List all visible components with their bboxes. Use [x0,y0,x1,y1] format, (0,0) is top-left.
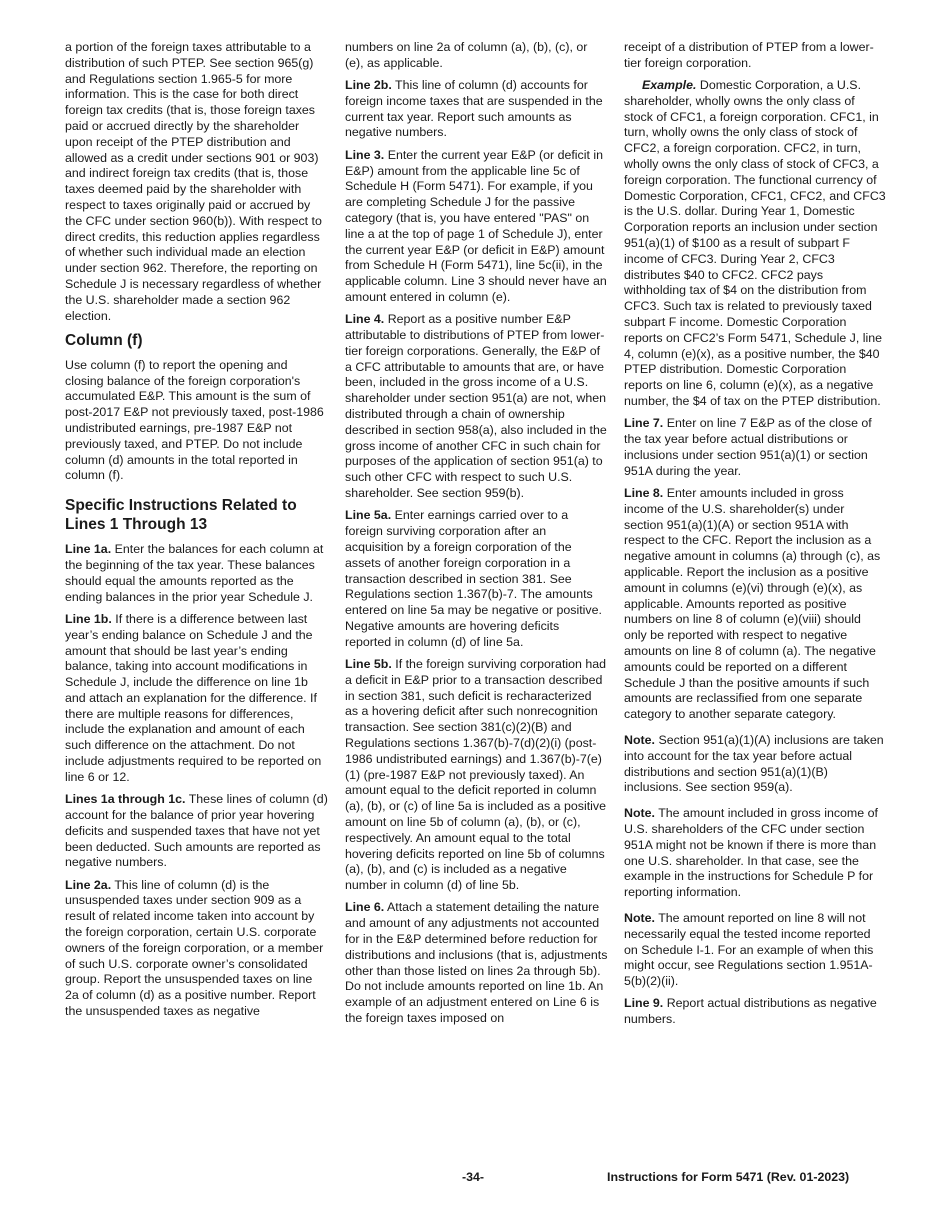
lines-1a-1c-text: These lines of column (d) account for the balance of prior year hovering deficits and suspended taxes that have not yet been deducted. Such amounts are reported as negative numbers. [65,792,328,870]
line-1b-text: If there is a difference between last year’s ending balance on Schedule J and the amount that should be last year’s ending balance, taking into account modifications in Schedule J, include the difference on line 1b and attach an explanation for the difference. If there are multiple reasons for differences, include the explanation and amount of each such difference on the attachment. Do not include adjustments required to be reported on line 6 or 12. [65,611,322,784]
line-2a [65,878,328,1020]
note-3-text: The amount reported on line 8 will not necessarily equal the tested income reported on Schedule I-1. For an example of when this might occur, see Regulations section 1.951A-5(b)(2)(ii). [624,910,874,989]
line-3 [345,148,608,306]
line-2b-text: This line of column (d) accounts for foreign income taxes that are suspended in the current tax year. Report such amounts as negative numbers. [345,78,603,140]
paragraph-continued: numbers on line 2a of column (a), (b), (c), or (e), as applicable. [345,40,588,70]
note-3-label: Note. [624,910,655,925]
line-9 [624,996,887,1028]
paragraph-column-f: Use column (f) to report the opening and closing balance of the foreign corporation's accumulated E&P. This amount is the sum of post-2017 E&P not previously taxed, post-1986 undistributed earnings, pre-1987 E&P not previously taxed, and PTEP. Do not include column (d) amounts in the total reported in column (f). [65,357,324,483]
note-2-label: Note. [624,806,655,821]
note-2 [624,806,887,901]
lines-1a-1c [65,792,328,871]
line-9-label: Line 9. [624,996,664,1011]
example [624,78,887,410]
line-8-label: Line 8. [624,486,664,501]
line-1b-label: Line 1b. [65,611,112,626]
line-5a-text: Enter earnings carried over to a foreign surviving corporation after an acquisition by a foreign corporation of the assets of another foreign corporation in a transaction described in section 381. See Regulations section 1.367(b)-7. The amounts entered on line 5a may be negative or positive. Negative amounts are hovering deficits reported in column (d) of line 5a. [345,508,602,649]
column-1 [65,40,328,1026]
line-1b [65,612,328,786]
line-6-label: Line 6. [345,900,385,915]
heading-column-f: Column (f) [65,331,143,349]
line-1a-label: Line 1a. [65,542,112,557]
column-3 [624,40,887,1035]
line-5b-label: Line 5b. [345,656,392,671]
line-2b [345,78,608,141]
line-5b-text: If the foreign surviving corporation had a deficit in E&P prior to a transaction described in section 381, such deficit is recharacterized as a hovering deficit after such nonrecognition transaction. See section 381(c)(2)(B) and Regulations sections 1.367(b)-7(d)(2)(i) (post-1986 undistributed earnings) and 1.367(b)-7(e)(1) (pre-1987 E&P not previously taxed). An amount equal to the deficit reported in column (a), (b), or (c) of line 5a is included as a positive amount on line 5b of column (a), (b), or (c), respectively. An amount equal to the total hovering deficits reported on line 5b of columns (a), (b), and (c) is included as a negative number in column (d) of line 5b. [345,656,607,893]
line-5a-label: Line 5a. [345,508,392,523]
note-2-text: The amount included in gross income of U.S. shareholders of the CFC under section 951A might not be known if there is more than one U.S. shareholder. In that case, see the example in the instructions for Schedule P for reporting information. [624,806,878,900]
paragraph-intro: a portion of the foreign taxes attributable to a distribution of such PTEP. See section 965(g) and Regulations section 1.965-5 for more information. This is the case for both direct foreign tax credits (that is, those foreign taxes paid or accrued directly by the shareholder upon receipt of the PTEP distribution and allowed as a credit under sections 901 or 903) and indirect foreign tax credits (that is, those taxes deemed paid by the shareholder with respect to taxes originally paid or accrued by the CFC under section 960(b)). With respect to direct credits, this reduction applies regardless of whether such individual made an election under section 962. Therefore, the reporting on Schedule J is necessary regardless of whether the U.S. shareholder made a section 962 election. [65,40,322,323]
line-5b [345,657,608,894]
line-8 [624,486,887,723]
line-6-text: Attach a statement detailing the nature and amount of any adjustments not accounted for in the E&P determined before reduction for distributions and inclusions (that is, adjustments other than those listed on lines 2a through 5b). Do not include amounts reported on line 1b. An example of an adjustment entered on Line 6 is the foreign taxes imposed on [345,900,608,1026]
heading-specific-instructions: Specific Instructions Related to Lines 1 Through 13 [65,497,297,534]
lines-1a-1c-label: Lines 1a through 1c. [65,792,186,807]
line-1a [65,542,328,605]
page-number: -34- [462,1170,485,1184]
paragraph-continued: receipt of a distribution of PTEP from a lower-tier foreign corporation. [624,40,874,70]
column-2 [345,40,608,1033]
form-name: Instructions for Form 5471 (Rev. 01-2023) [607,1170,850,1184]
line-2a-text: This line of column (d) is the unsuspended taxes under section 909 as a result of related income taken into account by the foreign corporation, certain U.S. corporate owners of the foreign corporation, or a member of such U.S. corporate owner’s consolidated group. Report the unsuspended taxes on line 2a of column (d) as a positive number. Report the unsuspended taxes as negative [65,877,324,1019]
line-6 [345,900,608,1026]
line-4-text: Report as a positive number E&P attributable to distributions of PTEP from lower-tier foreign corporations. Generally, the E&P of a CFC attributable to amounts that are, or have been, included in the gross income of a U.S. shareholder under section 951(a) are not, when distributed through a chain of ownership described in section 958(a), also included in the gross income of another CFC in such chain for purposes of the application of section 951(a) to such other CFC with respect to such U.S. shareholder. See section 959(b). [345,312,607,501]
line-4-label: Line 4. [345,312,385,327]
line-7-label: Line 7. [624,416,664,431]
line-5a [345,508,608,650]
line-9-text: Report actual distributions as negative numbers. [624,996,877,1027]
note-1 [624,733,887,796]
example-text: Domestic Corporation, a U.S. shareholder, wholly owns the only class of stock of CFC1, a foreign corporation. CFC1, in turn, wholly owns the only class of stock of CFC2, a foreign corporation. CFC2, in turn, wholly owns the only class of stock of CFC3, a foreign corporation. The functional currency of Domestic Corporation, CFC1, CFC2, and CFC3 is the U.S. dollar. During Year 1, Domestic Corporation reports an inclusion under section 951(a)(1) of $100 as a result of subpart F income of CFC3. During Year 2, CFC3 distributes $40 to CFC2. CFC2 pays withholding tax of $4 on the distribution from CFC3. Such tax is related to previously taxed subpart F income. Domestic Corporation reports on CFC2’s Form 5471, Schedule J, line 4, column (e)(x), as a positive number, the $40 PTEP distribution. Domestic Corporation reports on line 6, column (e)(x), as a negative number, the $4 of tax on the PTEP distribution. [624,78,886,409]
line-4 [345,312,608,502]
line-2b-label: Line 2b. [345,78,392,93]
example-label: Example. [642,78,697,93]
note-1-text: Section 951(a)(1)(A) inclusions are taken into account for the tax year before actual distributions and section 951(a)(1)(B) inclusions. See section 959(a). [624,732,884,795]
line-2a-label: Line 2a. [65,877,112,892]
note-1-label: Note. [624,732,655,747]
line-8-text: Enter amounts included in gross income of the U.S. shareholder(s) under section 951(a)(1)(A) or section 951A with respect to the CFC. Report the inclusion as a negative amount in columns (a) through (c), as applicable. Report the inclusion as a positive amount in columns (e)(vi) through (e)(x), as applicable. Amounts reported as positive numbers on line 8 of column (e)(viii) should only be reported with respect to negative amounts on line 8 of column (a). The negative amounts could be reported on a different Schedule J than the positive amounts if such amounts are reclassified from one separate category to another separate category. [624,486,881,722]
line-3-text: Enter the current year E&P (or deficit in E&P) amount from the applicable line 5c of Schedule H (Form 5471). For example, if you are completing Schedule J for the passive category (that is, you have entered "PAS" on line a at the top of page 1 of Schedule J), enter the current year E&P (or deficit in E&P) amount from Schedule H (Form 5471), line 5c(ii), in the applicable column. Line 3 should never have an amount entered in column (e). [345,147,607,304]
line-7-text: Enter on line 7 E&P as of the close of the tax year before actual distributions or inclusions under section 951(a)(1) or section 951A during the year. [624,416,872,478]
note-3 [624,911,887,990]
line-3-label: Line 3. [345,147,385,162]
line-1a-text: Enter the balances for each column at the beginning of the tax year. These balances should equal the amounts reported as the ending balances in the prior year Schedule J. [65,542,324,604]
line-7 [624,416,887,479]
